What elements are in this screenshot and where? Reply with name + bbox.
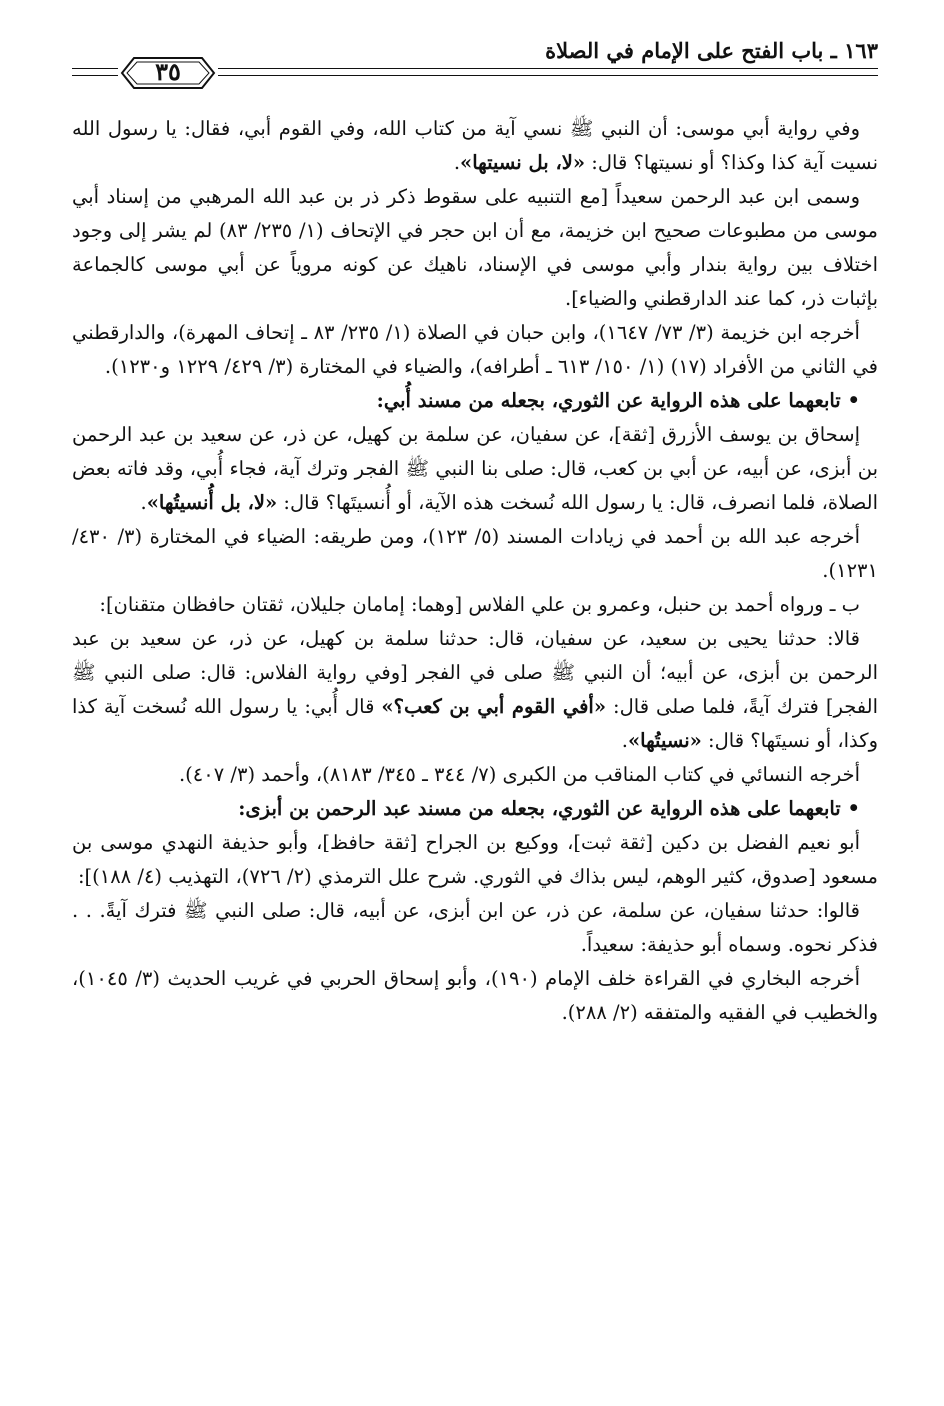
quote: «أفي القوم أبي بن كعب؟» — [381, 695, 607, 718]
page-number: ٣٥ — [155, 57, 181, 86]
paragraph-narrators-list: أبو نعيم الفضل بن دكين [ثقة ثبت]، ووكيع بن الجراح [ثقة حافظ]، وأبو حذيفة النهدي موسى بن مسعود [صدوق، كثير الوهم، ليس بذاك في الثوري. شرح علل الترمذي (٢/ ٧٢٦)، التهذيب (٤/ ١٨٨)]: — [72, 831, 878, 888]
text: إسحاق بن يوسف الأزرق [ثقة]، عن سفيان، عن سلمة بن كهيل، عن ذر، عن سعيد بن عبد الرحمن بن أبزى، عن أبيه، عن أبي بن كعب، قال: صلى بنا النبي ﷺ الفجر وترك آية، فجاء أُبي، وقد فاته بعض الصلاة، فلما انصرف، قال: يا رسول الله نُسخت هذه الآية، أو أُنسيتَها؟ قال: — [72, 423, 878, 514]
page-body — [72, 112, 878, 1030]
page-header — [72, 30, 878, 96]
heading-followup-ubayy: • تابعهما على هذه الرواية عن الثوري، بجعله من مسند أُبي: — [376, 389, 860, 412]
text: قالا: حدثنا يحيى بن سعيد، عن سفيان، قال: حدثنا سلمة بن كهيل، عن ذر، عن سعيد بن عبد الرحمن بن أبزى، عن أبيه؛ أن النبي ﷺ صلى في الفجر [وفي رواية الفلاس: قال: صلى النبي ﷺ الفجر] فترك آيةً، فلما صلى قال: — [72, 627, 879, 718]
heading-followup-abzaa: • تابعهما على هذه الرواية عن الثوري، بجعله من مسند عبد الرحمن بن أبزى: — [238, 797, 860, 820]
paragraph-section-ba: ب ـ ورواه أحمد بن حنبل، وعمرو بن علي الفلاس [وهما: إمامان جليلان، ثقتان حافظان متقنان]: — [99, 593, 860, 616]
text: . — [621, 729, 628, 752]
paragraph-takhrij-3: أخرجه النسائي في كتاب المناقب من الكبرى (٧/ ٣٤٤ ـ ٣٤٥/ ٨١٨٣)، وأحمد (٣/ ٤٠٧). — [178, 763, 860, 786]
text: وفي رواية أبي موسى: أن النبي ﷺ نسي آية من كتاب الله، وفي القوم أبي، فقال: يا رسول الله نسيت آية كذا وكذا؟ أو نسيتها؟ قال: — [72, 117, 878, 174]
quote: «لا، بل أُنسيتُها» — [146, 491, 278, 514]
text: . — [453, 151, 461, 174]
quote: «لا، بل نسيتها» — [460, 151, 586, 174]
header-rule-right — [218, 68, 878, 76]
header-rule-left — [72, 68, 118, 76]
paragraph-abu-musa-narration — [72, 112, 878, 180]
paragraph-note-on-isnad: وسمى ابن عبد الرحمن سعيداً [مع التنبيه على سقوط ذكر ذر بن عبد الله المرهبي من إسناد أبي موسى من مطبوعات صحيح ابن خزيمة، مع أن ابن حجر في الإتحاف (١/ ٢٣٥/ ٨٣) لم يشر إلى وجود اختلاف بين رواية بندار وأبي موسى في الإسناد، ناهيك عن كونه مروياً عن أبي موسى كالجماعة بإثبات ذر، كما عند الدارقطني والضياء]. — [72, 185, 878, 310]
paragraph-takhrij-1: أخرجه ابن خزيمة (٣/ ٧٣/ ١٦٤٧)، وابن حبان في الصلاة (١/ ٢٣٥/ ٨٣ ـ إتحاف المهرة)، والدارقطني في الثاني من الأفراد (١٧) (١/ ١٥٠/ ٦١٣ ـ أطرافه)، والضياء في المختارة (٣/ ٤٢٩/ ١٢٢٩ و١٢٣٠). — [72, 321, 878, 378]
running-title: ١٦٣ ـ باب الفتح على الإمام في الصلاة — [545, 38, 878, 63]
paragraph-ishaq-narration — [72, 418, 878, 520]
quote: «نسيتُها» — [627, 729, 702, 752]
text: . — [140, 491, 147, 514]
text: قال أُبي: يا رسول الله نُسخت آية كذا وكذا، أو نسيتَها؟ قال: — [72, 695, 878, 752]
page-number-badge — [120, 54, 216, 92]
paragraph-yahya-narration — [72, 622, 878, 758]
paragraph-takhrij-2: أخرجه عبد الله بن أحمد في زيادات المسند (٥/ ١٢٣)، ومن طريقه: الضياء في المختارة (٣/ ٤٣٠/ ١٢٣١). — [72, 525, 878, 582]
paragraph-takhrij-4: أخرجه البخاري في القراءة خلف الإمام (١٩٠)، وأبو إسحاق الحربي في غريب الحديث (٣/ ١٠٤٥)، والخطيب في الفقيه والمتفقه (٢/ ٢٨٨). — [72, 967, 878, 1024]
paragraph-sufyan-narration: قالوا: حدثنا سفيان، عن سلمة، عن ذر، عن ابن أبزى، عن أبيه، قال: صلى النبي ﷺ فترك آيةً. . . فذكر نحوه. وسماه أبو حذيفة: سعيداً. — [72, 899, 878, 956]
